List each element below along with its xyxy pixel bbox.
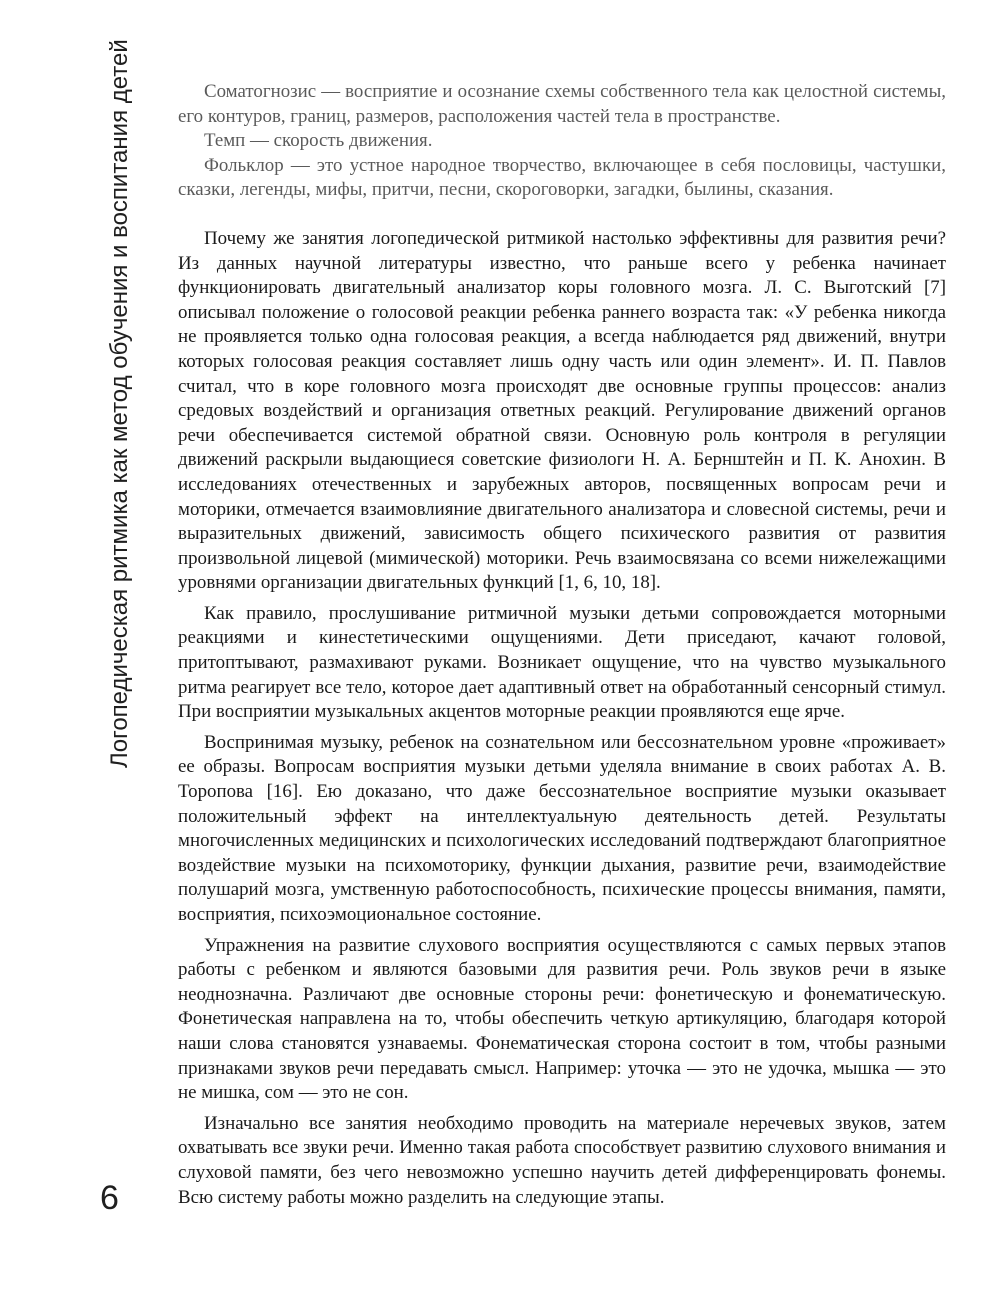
running-head: Логопедическая ритмика как метод обучения и воспитания детей (106, 39, 133, 768)
glossary-term: Соматогнозис (204, 81, 317, 102)
paragraph: Упражнения на развитие слухового восприятия осуществляются с самых первых этапов работы с ребенком и являются базовыми для развития речи. Роль звуков речи в языке неоднозначна. Различают две основные стороны речи: фонетическую и фонематическую. Фонетическая направлена на то, чтобы обеспечить четкую артикуляцию, благодаря которой наши слова становятся узнаваемы. Фонематическая сторона состоит в том, чтобы разными признаками звуков речи передавать смысл. Например: уточка — это не удочка, мышка — это не мишка, сом — это не сон. (178, 934, 946, 1104)
glossary-term: Темп (204, 130, 246, 152)
paragraph: Как правило, прослушивание ритмичной музыки детьми сопровождается моторными реакциями и кинестетическими ощущениями. Дети приседают, качают головой, притоптывают, размахивают руками. Возникает ощущение, что на чувство музыкального ритма реагирует все тело, которое дает адаптивный ответ на обработанный сенсорный стимул. При восприятии музыкальных акцентов моторные реакции проявляются еще ярче. (178, 602, 946, 723)
glossary-definition: — восприятие и осознание схемы собственного тела как целостной системы, его контуров, границ, размеров, расположения частей тела в пространстве. (178, 81, 946, 127)
paragraph: Изначально все занятия необходимо проводить на материале неречевых звуков, затем охватывать все звуки речи. Именно такая работа способствует развитию слухового внимания и слуховой памяти, без чего невозможно успешно научить детей дифференцировать фонемы. Всю систему работы можно разделить на следующие этапы. (178, 1112, 946, 1208)
glossary (178, 80, 946, 203)
paragraph: Воспринимая музыку, ребенок на сознательном или бессознательном уровне «проживает» ее образы. Вопросам восприятия музыки детьми уделяла внимание в своих работах А. В. Торопова [16]. Ею доказано, что даже бессознательное восприятие музыки оказывает положительный эффект на интеллектуальную деятельность детей. Результаты многочисленных медицинских и психологических исследований подтверждают благоприятное воздействие музыки на психомоторику, функции дыхания, развитие речи, взаимодействие полушарий мозга, умственную работоспособность, психические процессы внимания, памяти, восприятия, психоэмоциональное состояние. (178, 731, 946, 925)
glossary-entry-somatognosis (178, 80, 946, 129)
paragraph: Почему же занятия логопедической ритмикой настолько эффективны для развития речи? Из данных научной литературы известно, что раньше всего у ребенка начинает функционировать двигательный анализатор коры головного мозга. Л. С. Выготский [7] описывал положение о голосовой реакции ребенка раннего возраста так: «У ребенка никогда не проявляется только одна голосовая реакция, а всегда наблюдается ряд движений, внутри которых голосовая реакция составляет лишь одну часть или один элемент». И. П. Павлов считал, что в коре головного мозга происходят две основные группы процессов: анализ средовых воздействий и организация ответных реакций. Регулирование движений органов речи обеспечивается системой обратной связи. Основную роль контроля в регуляции движений раскрыли выдающиеся советские физиологи Н. А. Бернштейн и П. К. Анохин. В исследованиях отечественных и зарубежных авторов, посвященных вопросам речи и моторики, отмечается взаимовлияние двигательного анализатора и словесной системы, речи и выразительных движений, зависимость общего психического развития от развития произвольной лицевой (мимической) моторики. Речь взаимосвязана со всеми нижележащими уровнями организации двигательных функций [1, 6, 10, 18]. (178, 227, 946, 594)
glossary-definition: — это устное народное творчество, включающее в себя пословицы, частушки, сказки, легенды, мифы, притчи, песни, скороговорки, загадки, былины, сказания. (178, 154, 946, 201)
body-text (178, 227, 946, 1210)
page-content (178, 80, 946, 1216)
glossary-entry-folklore (178, 154, 946, 203)
glossary-entry-tempo (178, 129, 946, 154)
page-number: 6 (100, 1179, 119, 1217)
glossary-term: Фольклор (204, 154, 284, 176)
glossary-definition: — скорость движения. (245, 130, 433, 152)
